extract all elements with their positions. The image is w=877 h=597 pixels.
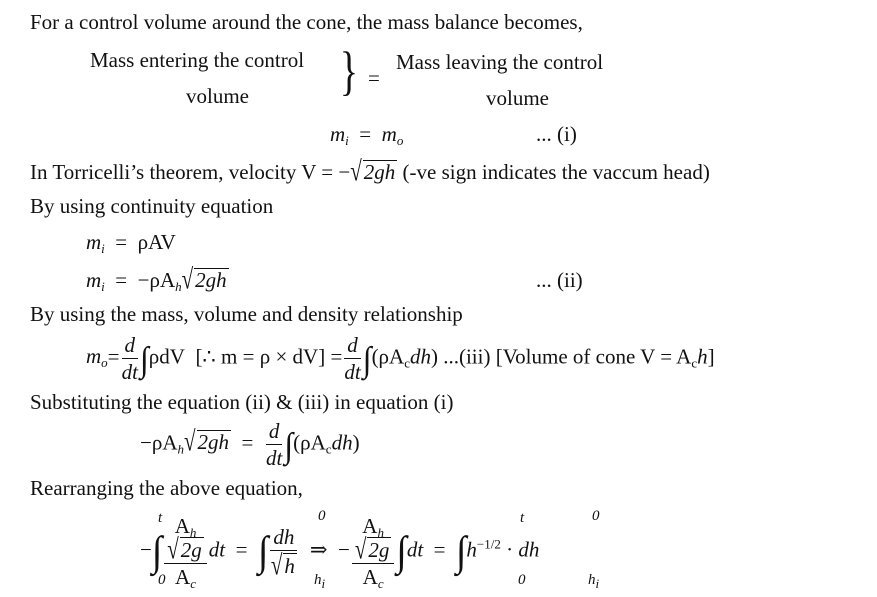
mass-balance-equals: = (368, 66, 380, 90)
equation-ii-b: $m_i = -\rho A_h√2gh$ (86, 262, 227, 296)
torricelli-statement: In Torricelli’s theorem, velocity V = −√2gh (-ve sign indicates the vaccum head) (30, 154, 710, 188)
intro-text: For a control volume around the cone, the mass balance becomes, (30, 10, 583, 34)
limit-upper-t-2: t (520, 510, 525, 526)
mass-balance-left-line1: Mass entering the control (90, 48, 305, 72)
equation-ii-label: ... (ii) (536, 268, 583, 292)
limit-lower-0: 0 (158, 572, 166, 588)
limit-upper-0-2: 0 (592, 508, 600, 524)
equation-iii: $m_o=$ $\frac{d}{dt}$ ∫ρdV [∴ m = ρ × dV] = $\frac{d}{dt}$ $\int(\rho A_cdh)$ ...(iii) [Volume of cone $V = A_ch$] (86, 333, 715, 385)
mass-balance-right-line2: volume (486, 86, 549, 110)
mass-balance-left-line2: volume (186, 84, 249, 108)
limit-upper-0: 0 (318, 508, 326, 524)
rearranging-heading: Rearranging the above equation, (30, 476, 303, 500)
limit-lower-0-2: 0 (518, 572, 526, 588)
limit-lower-hi: $h_i$ (314, 572, 326, 591)
substituted-equation: $-\rho A_h√2gh$ = $\frac{d}{dt}$ $\int(\rho A_cdh)$ (140, 419, 360, 471)
equation-i-label: ... (i) (536, 122, 577, 146)
continuity-heading: By using continuity equation (30, 194, 274, 218)
substituting-heading: Substituting the equation (ii) & (iii) in equation (i) (30, 390, 454, 414)
limit-upper-t: t (158, 510, 163, 526)
limit-lower-hi-2: $h_i$ (588, 572, 600, 591)
equation-i: $m_i = m_o$ (330, 122, 404, 148)
curly-brace-icon: } (339, 41, 359, 101)
mass-volume-density-heading: By using the mass, volume and density relationship (30, 302, 463, 326)
mass-balance-right-line1: Mass leaving the control (396, 50, 604, 74)
equation-ii-a: $m_i = \rho AV$ (86, 230, 176, 256)
rearranged-equation: −∫ $A_h$ √2g $A_c$ dt = ∫ $\frac{dh}{√h}$ ⇒ − $A_h$ √2g $A_c$ $\int dt = \int h^{-1/2}$ · dh (140, 514, 540, 592)
